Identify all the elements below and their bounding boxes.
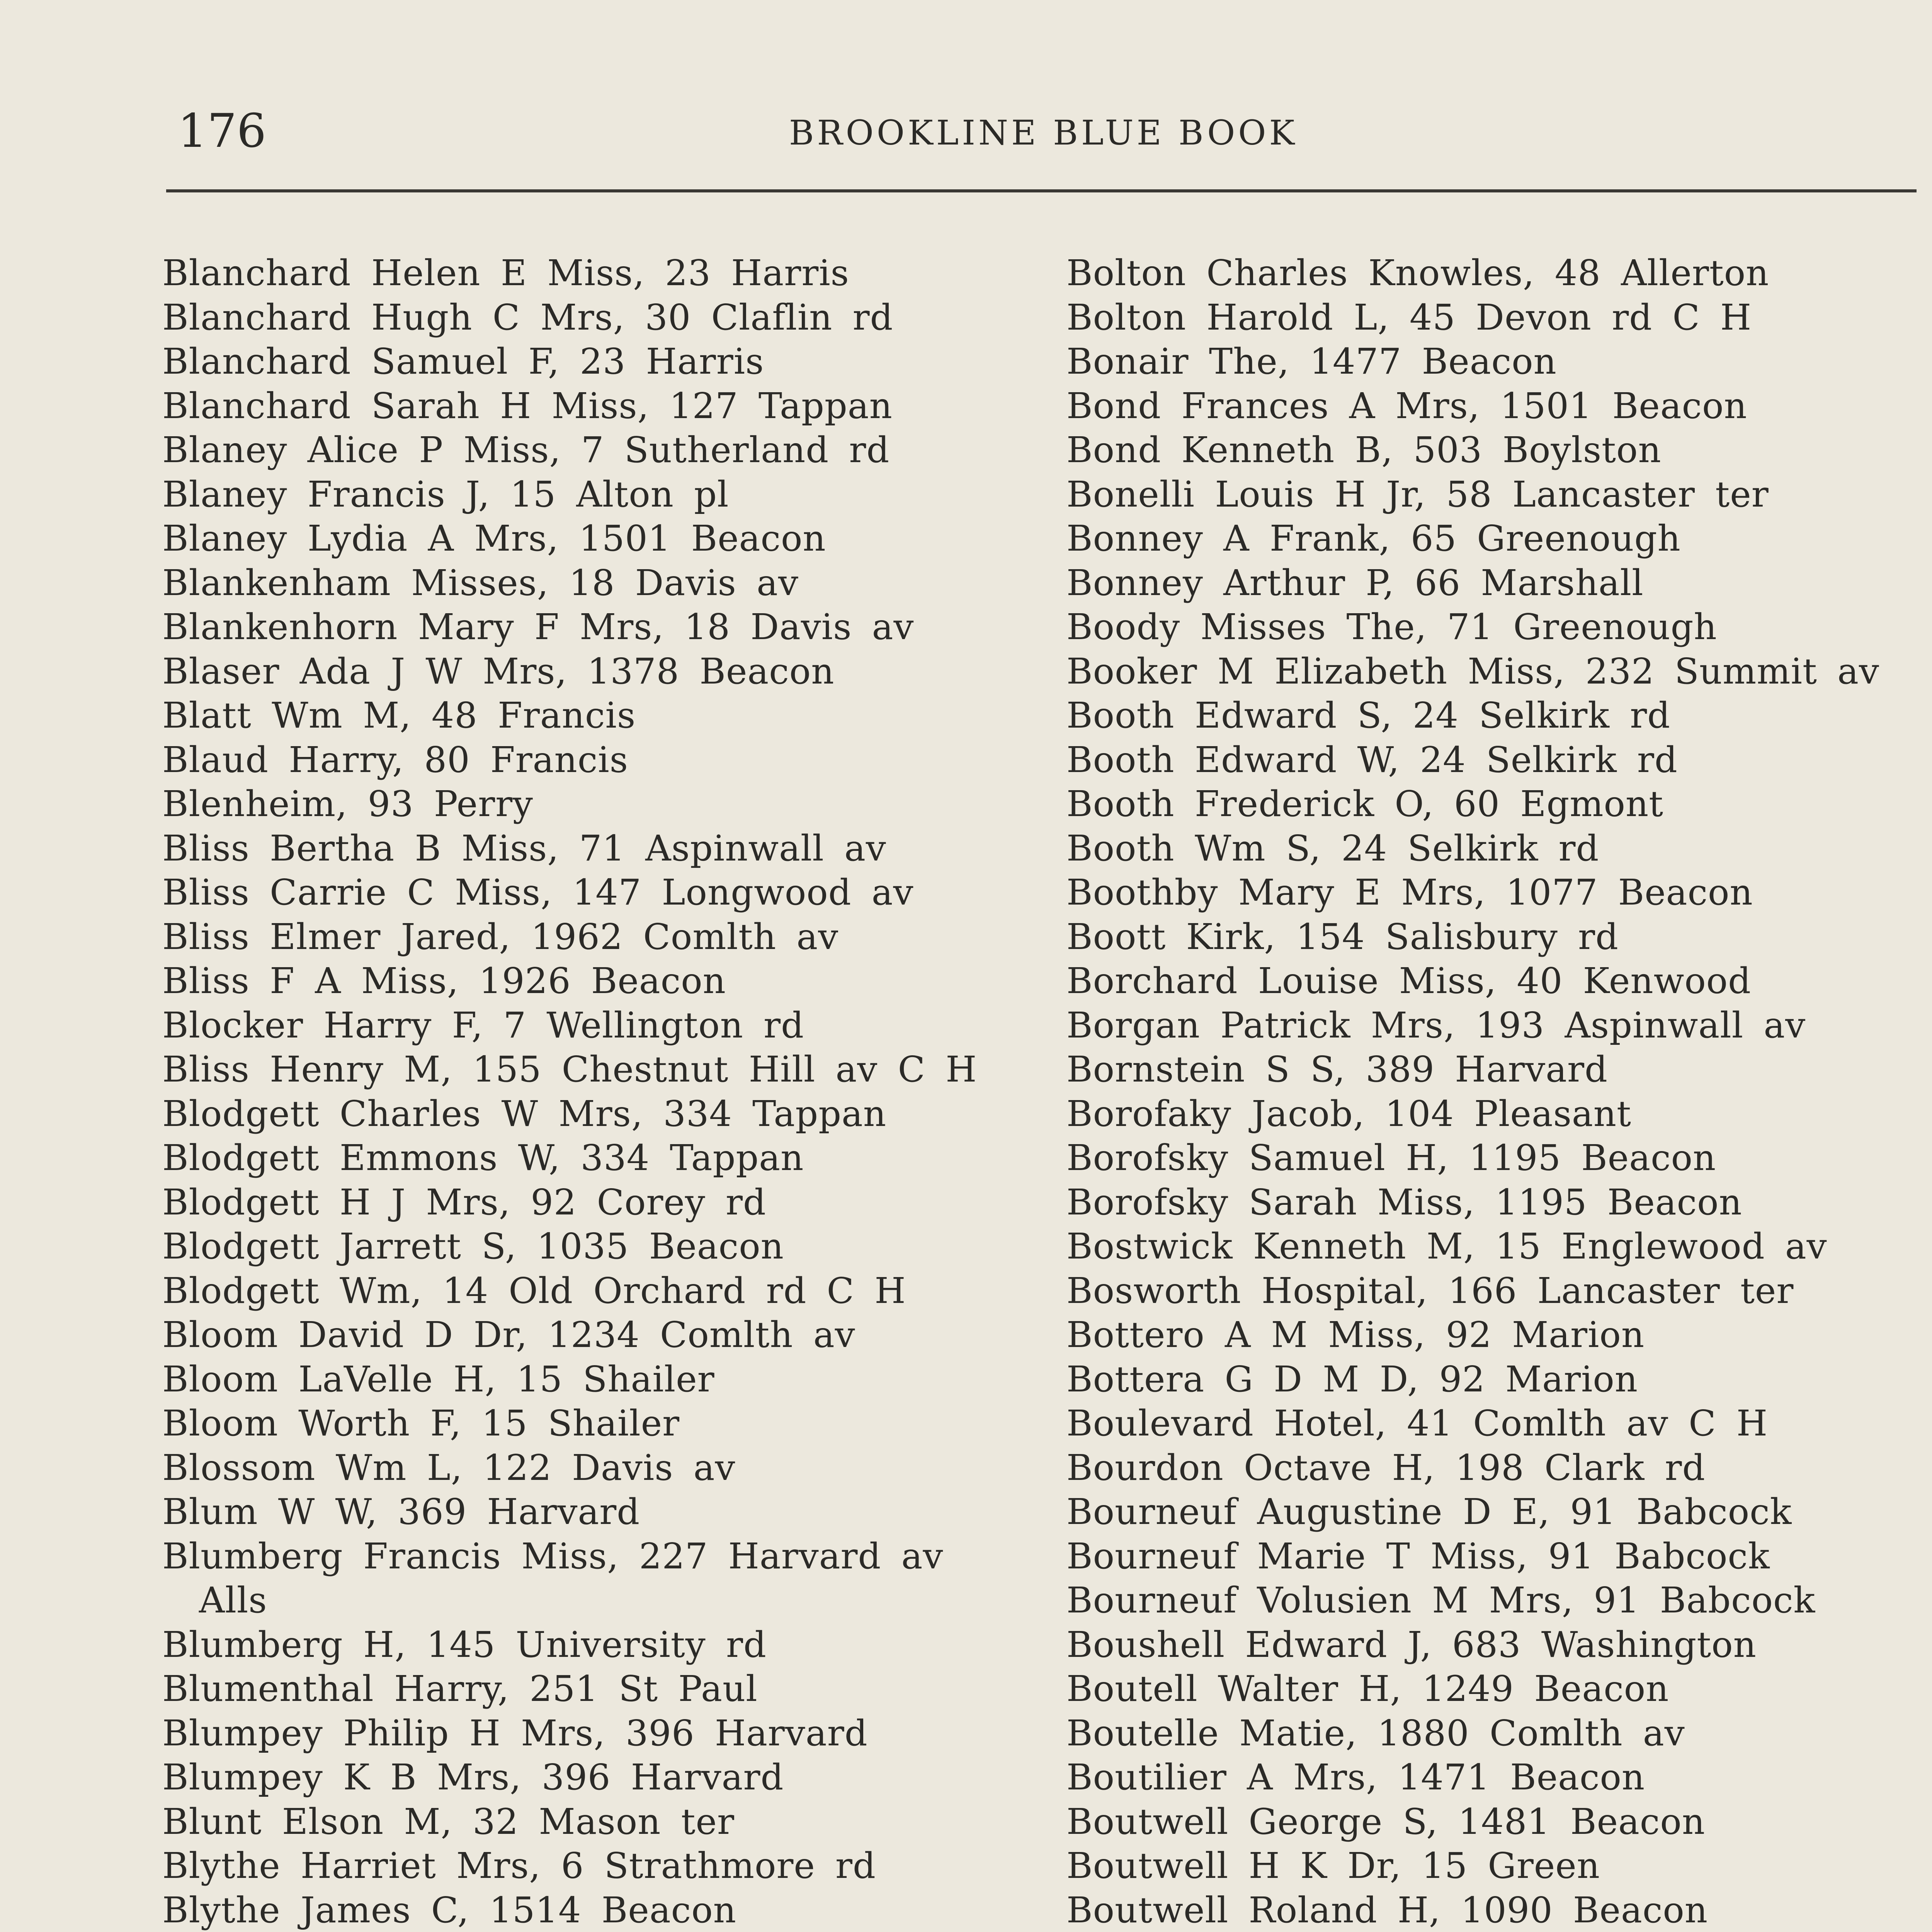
directory-entry: Bosworth Hospital, 166 Lancaster ter <box>1066 1270 1794 1311</box>
directory-entry: Bostwick Kenneth M, 15 Englewood av <box>1066 1226 1827 1267</box>
directory-entry: Blanchard Hugh C Mrs, 30 Claflin rd <box>162 296 893 338</box>
directory-entry: Bottera G D M D, 92 Marion <box>1066 1358 1638 1400</box>
directory-entry: Bolton Harold L, 45 Devon rd C H <box>1066 296 1752 338</box>
directory-entry: Booker M Elizabeth Miss, 232 Summit av <box>1066 650 1879 692</box>
directory-entry: Blum W W, 369 Harvard <box>162 1491 640 1532</box>
directory-entry: Blodgett Charles W Mrs, 334 Tappan <box>162 1093 887 1134</box>
directory-entry: Blaney Alice P Miss, 7 Sutherland rd <box>162 429 890 471</box>
directory-entry: Blaud Harry, 80 Francis <box>162 739 628 781</box>
directory-entry: Bourneuf Marie T Miss, 91 Babcock <box>1066 1535 1770 1577</box>
directory-entry: Bonney A Frank, 65 Greenough <box>1066 518 1681 559</box>
directory-entry: Blodgett H J Mrs, 92 Corey rd <box>162 1181 766 1223</box>
directory-entry: Borofaky Jacob, 104 Pleasant <box>1066 1093 1632 1134</box>
directory-entry: Bliss F A Miss, 1926 Beacon <box>162 960 726 1002</box>
page-number: 176 <box>178 104 267 158</box>
directory-entry: Bornstein S S, 389 Harvard <box>1066 1049 1608 1090</box>
directory-entry: Bonelli Louis H Jr, 58 Lancaster ter <box>1066 473 1769 515</box>
directory-entry: Bond Kenneth B, 503 Boylston <box>1066 429 1662 471</box>
directory-entry: Boutilier A Mrs, 1471 Beacon <box>1066 1757 1645 1798</box>
directory-entry: Boutwell H K Dr, 15 Green <box>1066 1845 1600 1886</box>
directory-entry: Boott Kirk, 154 Salisbury rd <box>1066 916 1619 957</box>
header-rule <box>166 189 1917 192</box>
directory-entry: Blaney Lydia A Mrs, 1501 Beacon <box>162 518 826 559</box>
directory-entry: Blanchard Samuel F, 23 Harris <box>162 341 764 382</box>
directory-entry: Bliss Elmer Jared, 1962 Comlth av <box>162 916 839 957</box>
directory-entry: Bloom David D Dr, 1234 Comlth av <box>162 1314 855 1355</box>
directory-entry: Blodgett Emmons W, 334 Tappan <box>162 1137 804 1179</box>
directory-entry: Blumenthal Harry, 251 St Paul <box>162 1668 758 1709</box>
directory-entry: Bloom LaVelle H, 15 Shailer <box>162 1358 715 1400</box>
directory-entry: Blythe James C, 1514 Beacon <box>162 1889 736 1931</box>
directory-entry: Blaser Ada J W Mrs, 1378 Beacon <box>162 650 835 692</box>
right-column <box>1066 251 1932 1932</box>
directory-entry: Blodgett Wm, 14 Old Orchard rd C H <box>162 1270 906 1311</box>
directory-entry: Blankenhorn Mary F Mrs, 18 Davis av <box>162 606 914 648</box>
directory-entry: Blodgett Jarrett S, 1035 Beacon <box>162 1226 784 1267</box>
directory-entry: Borchard Louise Miss, 40 Kenwood <box>1066 960 1752 1002</box>
directory-entry: Booth Edward W, 24 Selkirk rd <box>1066 739 1678 781</box>
directory-entry: Boulevard Hotel, 41 Comlth av C H <box>1066 1403 1768 1444</box>
directory-entry: Boothby Mary E Mrs, 1077 Beacon <box>1066 872 1753 913</box>
directory-entry: Blanchard Sarah H Miss, 127 Tappan <box>162 385 893 427</box>
directory-entry: Bliss Carrie C Miss, 147 Longwood av <box>162 872 914 913</box>
directory-entry: Bolton Charles Knowles, 48 Allerton <box>1066 252 1769 294</box>
running-title: BROOKLINE BLUE BOOK <box>789 113 1298 153</box>
page-header <box>170 100 1917 170</box>
directory-entry: Blythe Harriet Mrs, 6 Strathmore rd <box>162 1845 876 1886</box>
directory-entry: Borgan Patrick Mrs, 193 Aspinwall av <box>1066 1004 1806 1046</box>
directory-entry: Bourneuf Volusien M Mrs, 91 Babcock <box>1066 1580 1816 1621</box>
directory-entry: Blumberg H, 145 University rd <box>162 1624 767 1665</box>
directory-entry: Blumberg Francis Miss, 227 Harvard av Alls <box>162 1535 944 1621</box>
directory-entry: Booth Wm S, 24 Selkirk rd <box>1066 827 1599 869</box>
directory-entry: Boutell Walter H, 1249 Beacon <box>1066 1668 1669 1709</box>
directory-entry: Boutwell Roland H, 1090 Beacon <box>1066 1889 1708 1931</box>
directory-entry: Blaney Francis J, 15 Alton pl <box>162 473 729 515</box>
directory-entry: Bloom Worth F, 15 Shailer <box>162 1403 680 1444</box>
directory-entry: Blenheim, 93 Perry <box>162 783 534 825</box>
directory-entry: Boutelle Matie, 1880 Comlth av <box>1066 1712 1685 1754</box>
directory-entry: Blankenham Misses, 18 Davis av <box>162 562 799 604</box>
directory-entry: Bourneuf Augustine D E, 91 Babcock <box>1066 1491 1792 1532</box>
directory-entry: Bottero A M Miss, 92 Marion <box>1066 1314 1645 1355</box>
directory-entry: Blumpey Philip H Mrs, 396 Harvard <box>162 1712 868 1754</box>
directory-entry: Boutwell George S, 1481 Beacon <box>1066 1801 1706 1842</box>
directory-entry: Blumpey K B Mrs, 396 Harvard <box>162 1757 784 1798</box>
directory-entry: Borofsky Sarah Miss, 1195 Beacon <box>1066 1181 1742 1223</box>
directory-entry: Blunt Elson M, 32 Mason ter <box>162 1801 735 1842</box>
directory-entry: Boushell Edward J, 683 Washington <box>1066 1624 1757 1665</box>
directory-entry: Bourdon Octave H, 198 Clark rd <box>1066 1447 1706 1488</box>
directory-entry: Booth Frederick O, 60 Egmont <box>1066 783 1664 825</box>
directory-entry: Blatt Wm M, 48 Francis <box>162 695 636 736</box>
directory-entry: Blocker Harry F, 7 Wellington rd <box>162 1004 804 1046</box>
directory-entry: Bliss Henry M, 155 Chestnut Hill av C H <box>162 1049 977 1090</box>
directory-entry: Blossom Wm L, 122 Davis av <box>162 1447 736 1488</box>
directory-entry: Bond Frances A Mrs, 1501 Beacon <box>1066 385 1747 427</box>
directory-entry: Bonair The, 1477 Beacon <box>1066 341 1557 382</box>
directory-entry: Bliss Bertha B Miss, 71 Aspinwall av <box>162 827 886 869</box>
directory-entry: Boody Misses The, 71 Greenough <box>1066 606 1717 648</box>
directory-entry: Blanchard Helen E Miss, 23 Harris <box>162 252 849 294</box>
directory-entry: Booth Edward S, 24 Selkirk rd <box>1066 695 1671 736</box>
directory-entry: Bonney Arthur P, 66 Marshall <box>1066 562 1644 604</box>
left-column <box>162 251 1024 1932</box>
directory-entry: Borofsky Samuel H, 1195 Beacon <box>1066 1137 1716 1179</box>
